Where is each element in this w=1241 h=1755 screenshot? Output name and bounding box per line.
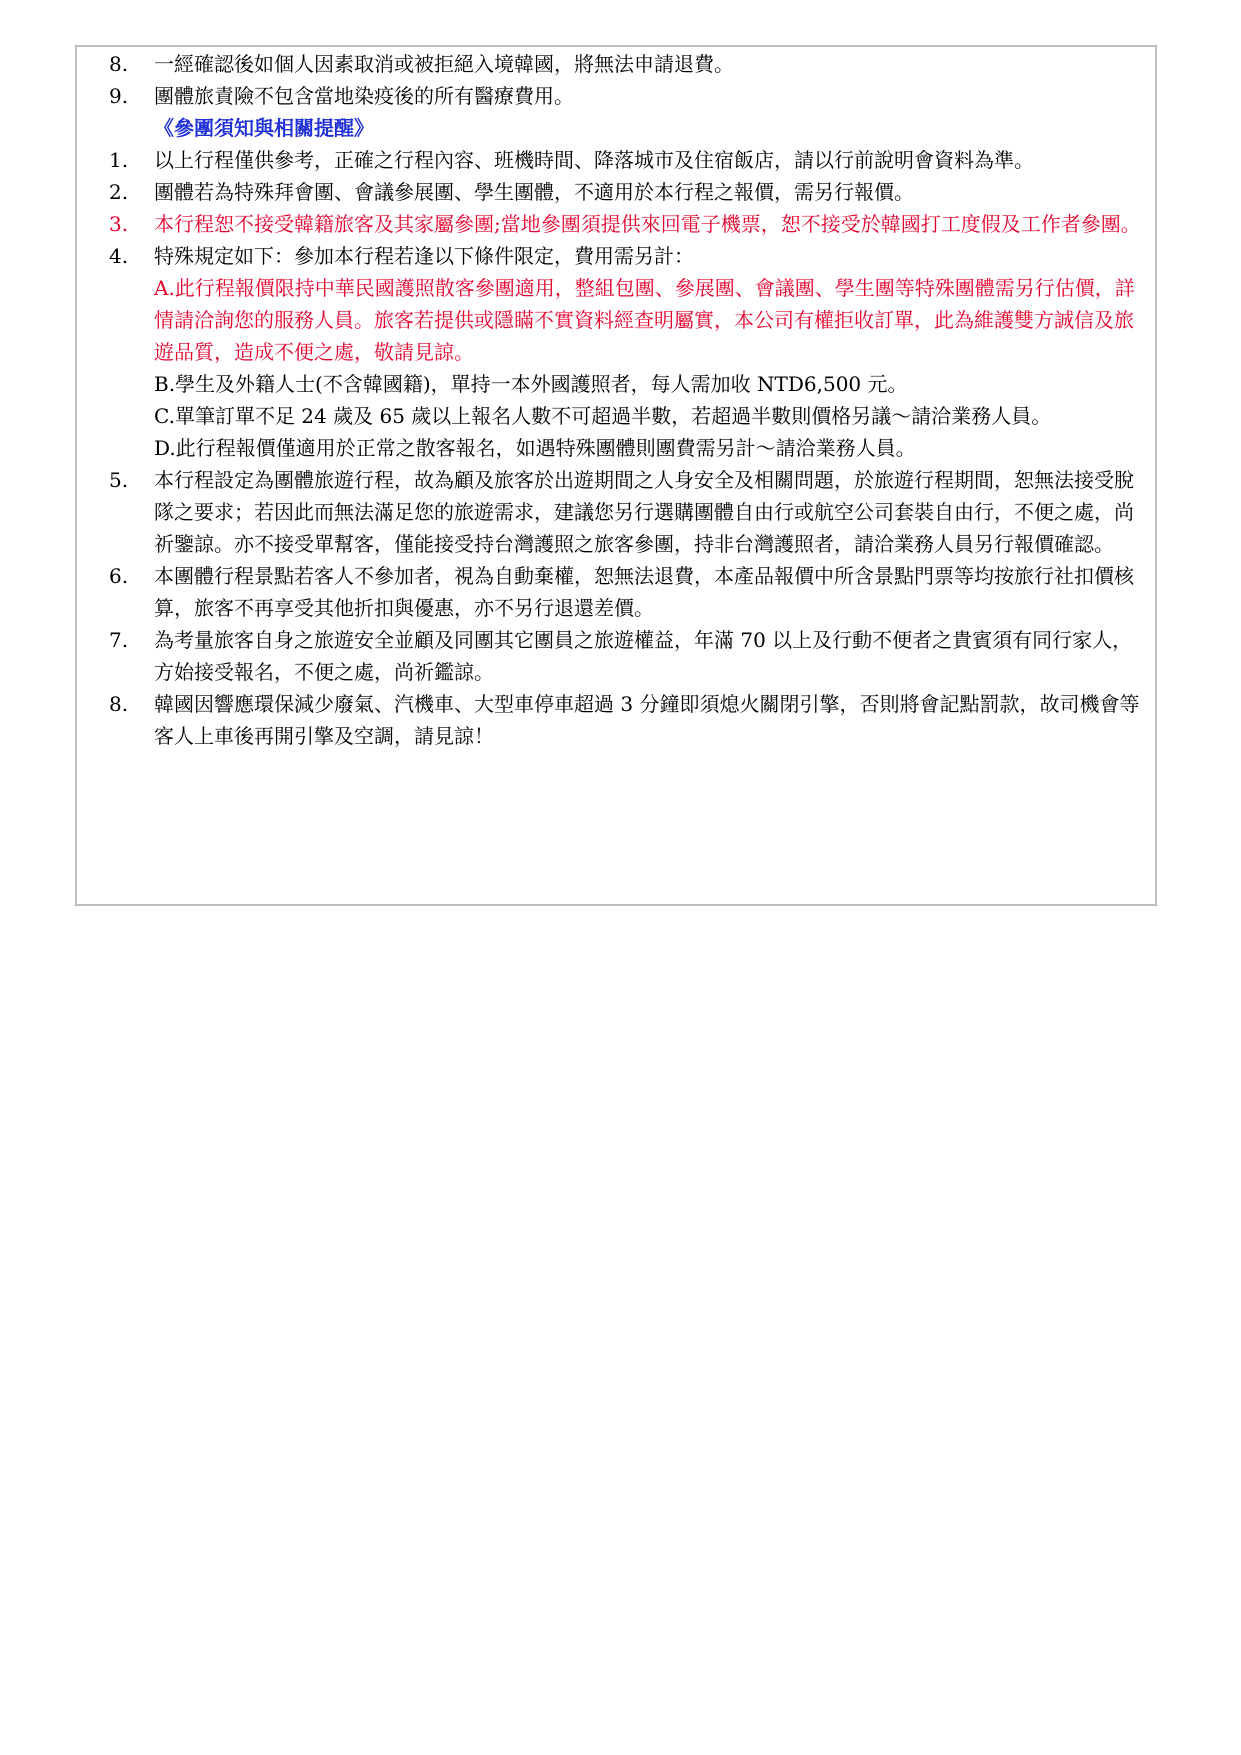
item-number: 5. [109,468,129,492]
section-heading: 《參團須知與相關提醒》 [154,116,374,140]
item-text: 本團體行程景點若客人不參加者，視為自動棄權，恕無法退費，本產品報價中所含景點門票等均按旅行社扣價核算，旅客不再享受其他折扣與優惠，亦不另行退還差價。 [154,564,1134,620]
list-item [109,48,1149,80]
list-item [109,80,1149,112]
item-number: 9. [109,84,129,108]
item-number: 3. [109,212,129,236]
list-item [109,144,1149,176]
list-item-warning [109,208,1149,240]
list-item [109,688,1149,752]
list-item [109,240,1149,272]
item-text: 特殊規定如下：參加本行程若逢以下條件限定，費用需另計： [154,244,694,268]
sub-item-b: B.學生及外籍人士(不含韓國籍)，單持一本外國護照者，每人需加收 NTD6,500 元。 [154,372,908,396]
sub-item-c: C.單筆訂單不足 24 歲及 65 歲以上報名人數不可超過半數，若超過半數則價格另議～請洽業務人員。 [154,404,1052,428]
item-text: 團體若為特殊拜會團、會議參展團、學生團體，不適用於本行程之報價，需另行報價。 [154,180,914,204]
item-text: 為考量旅客自身之旅遊安全並顧及同團其它團員之旅遊權益，年滿 70 以上及行動不便者之貴賓須有同行家人，方始接受報名，不便之處，尚祈鑑諒。 [154,628,1133,684]
list-item [109,464,1149,560]
list-item [109,176,1149,208]
item-number: 4. [109,244,129,268]
sub-item-d: D.此行程報價僅適用於正常之散客報名，如遇特殊團體則團費需另計～請洽業務人員。 [154,436,916,460]
list-item [109,560,1149,624]
item-text: 本行程設定為團體旅遊行程，故為顧及旅客於出遊期間之人身安全及相關問題，於旅遊行程期間，恕無法接受脫隊之要求；若因此而無法滿足您的旅遊需求，建議您另行選購團體自由行或航空公司套裝自由行，不便之處，尚祈鑒諒。亦不接受單幫客，僅能接受持台灣護照之旅客參團，持非台灣護照者，請洽業務人員另行報價確認。 [154,468,1134,556]
notice-content [109,48,1149,752]
item-number: 8. [109,52,129,76]
item-text: 以上行程僅供參考，正確之行程內容、班機時間、降落城市及住宿飯店，請以行前說明會資料為準。 [154,148,1034,172]
sub-item-a: A.此行程報價限持中華民國護照散客參團適用，整組包團、參展團、會議團、學生團等特殊團體需另行估價，詳情請洽詢您的服務人員。旅客若提供或隱瞞不實資料經查明屬實，本公司有權拒收訂單，此為維護雙方誠信及旅遊品質，造成不便之處，敬請見諒。 [154,276,1135,364]
item-number: 7. [109,628,129,652]
item-number: 2. [109,180,129,204]
item-number: 1. [109,148,129,172]
list-item [109,624,1149,688]
item-text: 一經確認後如個人因素取消或被拒絕入境韓國，將無法申請退費。 [154,52,734,76]
item-text: 團體旅責險不包含當地染疫後的所有醫療費用。 [154,84,574,108]
item-number: 6. [109,564,129,588]
item-text: 本行程恕不接受韓籍旅客及其家屬參團;當地參團須提供來回電子機票，恕不接受於韓國打工度假及工作者參團。 [154,212,1141,236]
item-text: 韓國因響應環保減少廢氣、汽機車、大型車停車超過 3 分鐘即須熄火關閉引擎，否則將會記點罰款，故司機會等客人上車後再開引擎及空調，請見諒！ [154,692,1140,748]
item-number: 8. [109,692,129,716]
